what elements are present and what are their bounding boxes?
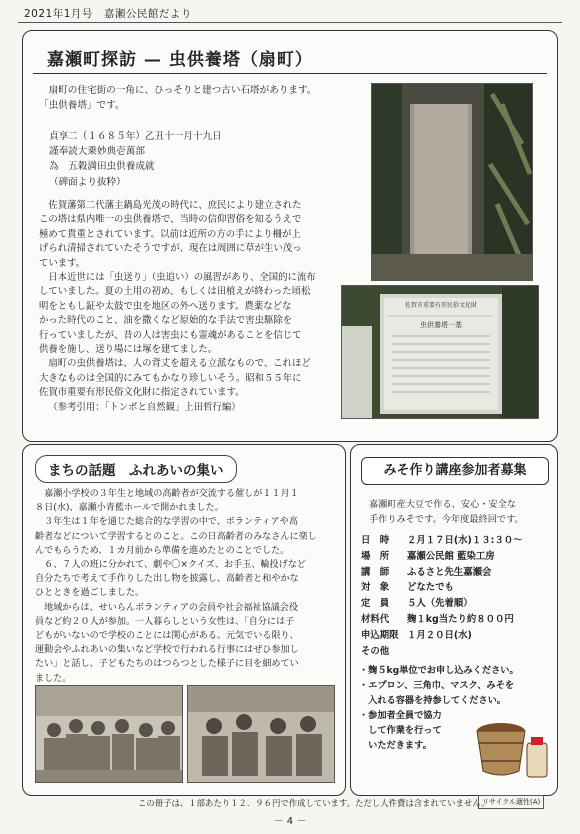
- note-line: ・参加者全員で協力: [359, 710, 442, 721]
- topic-line: ３年生は１年を通じた総合的な学習の中で、ボランティアや高: [44, 517, 298, 528]
- body-line: かった時代のこと、油を撒くなど原始的な手法で害虫駆除を: [39, 315, 293, 327]
- header-divider: [18, 22, 562, 23]
- note-line: 入れる容器を持参してください。: [359, 695, 506, 706]
- detail-row: [361, 533, 522, 549]
- topic-line: 嘉瀬小学校の３年生と地域の高齢者が交流する催しが１１月１: [44, 489, 299, 499]
- detail-row: [361, 565, 522, 581]
- title-underline: [33, 73, 547, 74]
- topic-line: 齢者などについて学習するとのこと。この日高齢者のみなさんに楽し: [35, 531, 317, 542]
- detail-value: 嘉瀬公民館 藍染工房: [407, 550, 495, 562]
- topic-line: んでもらうため、１カ月前から準備を進めたとのことでした。: [35, 545, 290, 556]
- body-line: 日本近世には「虫送り」（虫追い）の風習があり、全国的に流布: [48, 272, 316, 284]
- detail-value: 麹１kg当たり約８００円: [407, 613, 514, 625]
- issue-header: 2021年1月号 嘉瀬公民館だより: [24, 8, 192, 20]
- miso-intro-line: 嘉瀬町産大豆で作る、安心・安全な: [369, 499, 516, 510]
- event-photo-left: [35, 685, 183, 783]
- topic-line: ました。: [35, 673, 72, 684]
- detail-value: どなたでも: [407, 582, 454, 594]
- detail-label: 対 象: [361, 582, 390, 594]
- body-line: 佐賀藩第二代藩主鍋島光茂の時代に、庶民により建立された: [48, 200, 302, 211]
- cost-note: この冊子は、１部あたり１２．９６円で作成しています。ただし人件費は含まれていません。: [138, 798, 490, 808]
- miso-details: [361, 533, 522, 659]
- town-topic-article: [22, 444, 346, 796]
- feature-title: 嘉瀬町探訪 — 虫供養塔（扇町）: [47, 50, 313, 70]
- detail-label: 定 員: [361, 598, 390, 610]
- topic-body: [35, 487, 339, 686]
- miso-tub-illustration: [467, 713, 551, 785]
- miso-workshop-notice: [350, 444, 558, 796]
- body-line: 行っていましたが、昔の人は害虫にも霊魂があることを信じて: [39, 329, 302, 341]
- detail-row: [361, 628, 522, 644]
- detail-label: 講 師: [361, 566, 390, 578]
- inscription-block: [49, 129, 349, 190]
- detail-value: ふるさと先生嘉瀬会: [407, 566, 492, 578]
- detail-value: ５人（先着順）: [407, 598, 473, 610]
- intro-line: 扇町の住宅街の一角に、ひっそりと建つ古い石塔があります。: [48, 85, 317, 96]
- stone-tower-photo: [371, 83, 533, 281]
- detail-row: [361, 580, 522, 596]
- topic-line: どもがいないので学校のことには関心がある。元気でいる限り、: [35, 631, 299, 642]
- body-line: 大きなものは全国的にみてもかなり珍しいそう。昭和５５年に: [39, 372, 302, 384]
- body-line: していました。夏の土用の初め、もしくは田植えが終わった頃松: [39, 286, 311, 298]
- feature-article: [22, 30, 558, 442]
- topic-line: 自分たちで考えて手作りした出し物を披露し、高齢者と和やかな: [35, 574, 299, 585]
- note-line: いただきます。: [359, 740, 432, 751]
- detail-label: 申込期限: [361, 629, 399, 641]
- detail-label: 日 時: [361, 535, 390, 546]
- sign-text: 虫供養塔一基: [420, 321, 462, 329]
- detail-value: ２月１７日(水)１３:３０～: [407, 535, 523, 546]
- inscription-line: （碑面より抜粋）: [49, 176, 126, 188]
- feature-intro: [39, 83, 359, 113]
- detail-value: １月２０日(水): [407, 629, 472, 641]
- body-line: 供養を施し、送り場には塚を建てました。: [39, 344, 218, 356]
- detail-row: [361, 549, 522, 565]
- detail-row: [361, 644, 522, 660]
- body-line: 極めて貴重とされています。以前は近所の方の手により柵が上: [39, 228, 301, 240]
- detail-label: その他: [361, 645, 390, 657]
- event-image-children: [188, 686, 334, 782]
- intro-line: 「虫供養塔」です。: [39, 100, 125, 112]
- inscription-line: 為 五穀満田虫供養成就: [49, 161, 155, 173]
- note-line: ・エプロン、三角巾、マスク、みそを: [359, 680, 515, 691]
- detail-label: 場 所: [361, 550, 390, 562]
- detail-label: 材料代: [361, 613, 390, 625]
- inscription-line: 謹奉読大乗妙典壱萬部: [49, 146, 145, 158]
- sign-board-photo: [341, 285, 539, 419]
- topic-line: たい」と話し、子どもたちのはつらつとした様子に目を細めてい: [35, 659, 299, 670]
- topic-line: 員など約２０人が参加。一人暮らしという女性は、「自分には子: [35, 616, 295, 627]
- miso-intro-line: 手作りみそです。今年度最終回です。: [369, 514, 524, 525]
- body-line: （参考引用：「トンボと自然観」上田哲行編）: [48, 401, 241, 413]
- body-line: げられ清掃されていたそうですが、現在は周囲に草が生い茂っ: [39, 243, 302, 255]
- detail-row: [361, 612, 522, 628]
- stone-tower-image: [372, 84, 532, 280]
- detail-row: [361, 596, 522, 612]
- topic-line: ひとときを過ごしました。: [35, 588, 145, 599]
- body-line: 佐賀市重要有形民俗文化財に指定されています。: [39, 387, 245, 399]
- miso-title: みそ作り講座参加者募集: [361, 457, 549, 485]
- miso-intro: [369, 497, 553, 527]
- page-number: － 4 －: [273, 816, 307, 827]
- inscription-line: 貞享二（１６８５年）乙丑十一月十九日: [49, 131, 222, 142]
- topic-line: 地域からは、せいらんボランティアの会員や社会福祉協議会役: [44, 602, 298, 613]
- topic-line: 運動会やふれあいの集いなど学校で行われる行事にはぜひ参加し: [35, 645, 299, 656]
- body-line: 明をともし鉦や太鼓で虫を地区の外へ送ります。農薬などな: [39, 300, 292, 312]
- body-line: 扇町の虫供養塔は、人の背丈を超える立派なもので、これほど: [48, 358, 311, 370]
- sign-heading: 佐賀市重要有形民俗文化財: [404, 302, 477, 309]
- note-line: して作業を行って: [359, 725, 442, 736]
- topic-line: ８日(水)、嘉瀬小青藍ホールで開かれました。: [35, 503, 224, 514]
- body-line: ています。: [39, 257, 86, 269]
- topic-title: まちの話題 ふれあいの集い: [35, 455, 237, 483]
- body-line: この塔は県内唯一の虫供養塔で、当時の信仰習俗を知るうえで: [39, 214, 302, 226]
- topic-line: ６、７人の班に分かれて、劇や〇×クイズ、お手玉、輪投げなど: [44, 560, 306, 571]
- event-photo-right: [187, 685, 335, 783]
- recycle-mark: リサイクル適性(A): [478, 795, 544, 809]
- feature-body: [39, 199, 357, 415]
- note-line: ・麹５kg単位でお申し込みください。: [359, 665, 519, 676]
- event-image-audience: [36, 686, 182, 782]
